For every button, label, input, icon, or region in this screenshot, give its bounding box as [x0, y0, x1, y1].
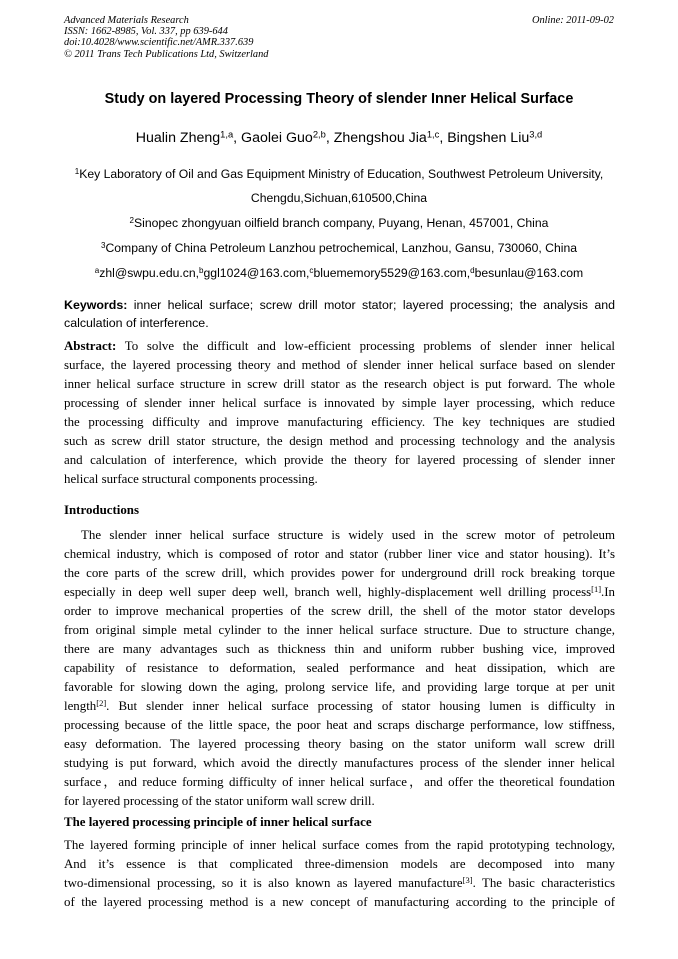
issn-line: ISSN: 1662-8985, Vol. 337, pp 639-644 [64, 26, 228, 38]
abstract-line: the processing difficulty and improve manufacturing efficiency. The key techniques are studied [64, 415, 615, 429]
abstract-line: and calculation of interference, which provide the theory for layered processing of slender inner [64, 453, 615, 467]
body-line: for layered processing of the stator uniform wall screw drill. [64, 794, 375, 808]
email-line [40, 265, 638, 281]
introductions-body [64, 526, 615, 811]
affiliation-2 [40, 215, 638, 231]
doi-line: doi:10.4028/www.scientific.net/AMR.337.639 [64, 37, 254, 49]
online-date-text: Online: 2011-09-02 [531, 15, 614, 26]
email-sup: a [94, 265, 100, 275]
abstract-line: surface, the layered processing theory and method of slender inner helical surface based on slender [64, 358, 615, 372]
body-line: capability of resistance to deformation, sealed performance and heat dissipation, which are [64, 661, 615, 675]
body-line: surface，and reduce forming difficulty of inner helical surface，and offer the theoretical foundation [64, 775, 615, 789]
body-line: chemical industry, which is composed of rotor and stator (rubber liner vice and stator housing). It’s [64, 547, 615, 561]
affiliation-sup: 2 [129, 215, 135, 225]
copyright-line: © 2011 Trans Tech Publications Ltd, Switzerland [64, 48, 269, 60]
author-name: Gaolei Guo [241, 130, 313, 146]
author-name: Hualin Zheng [135, 130, 221, 146]
paper-title: Study on layered Processing Theory of slender Inner Helical Surface [104, 91, 574, 107]
citation-ref[interactable]: [3] [462, 874, 473, 885]
body-text: two-dimensional processing, so it is also known as layered manufacture [64, 876, 463, 890]
keywords-line: calculation of interference. [64, 316, 209, 330]
citation-ref[interactable]: [2] [96, 697, 107, 708]
author-sup: 2,b [312, 129, 326, 140]
abstract-section [64, 337, 615, 489]
abstract-line [64, 337, 615, 356]
email-address[interactable]: bluememory5529@163.com, [313, 266, 471, 280]
body-line: The layered forming principle of inner helical surface comes from the rapid prototyping technology, [64, 838, 615, 852]
keywords-text: inner helical surface; screw drill motor stator; layered processing; the analysis and [127, 298, 615, 312]
body-line: easy deformation. The layered processing theory basing on the stator uniform wall screw drill [64, 737, 615, 751]
affiliation-1-cont [40, 190, 638, 206]
author-sup: 1,c [426, 129, 440, 140]
body-line: order to improve mechanical properties of the screw drill, the shell of the motor stator develops [64, 604, 615, 618]
author-sup: 3,d [529, 129, 543, 140]
body-line: there are many advantages such as thickness thin and uniform rubber bushing vice, improved [64, 642, 615, 656]
body-line: the core parts of the screw drill, which provides power for underground drill rock breaking torque [64, 566, 615, 580]
abstract-text: To solve the difficult and low-efficient processing problems of slender inner helical [116, 339, 615, 353]
body-line [64, 697, 615, 716]
keywords-label: Keywords: [64, 298, 128, 312]
author-separator: , [439, 130, 448, 146]
body-text: especially in deep well super deep well, branch well, highly-displacement well drilling process [64, 585, 592, 599]
affiliation-text: Key Laboratory of Oil and Gas Equipment Ministry of Education, Southwest Petroleum University, [79, 167, 604, 181]
abstract-label: Abstract: [64, 339, 117, 353]
body-line: And it’s essence is that complicated three-dimension models are decomposed into many [64, 857, 615, 871]
journal-name: Advanced Materials Research [64, 15, 189, 26]
affiliation-sup: 1 [74, 166, 80, 176]
affiliation-1 [40, 166, 638, 182]
author-separator: , [325, 130, 334, 146]
body-text: . The basic characteristics [472, 876, 615, 890]
body-text: .In [601, 585, 615, 599]
affiliation-3 [40, 240, 638, 256]
body-line: from original simple metal cylinder to the inner helical surface structure. Due to structure change, [64, 623, 615, 637]
abstract-line: processing of slender inner helical surface is innovated by simple layer processing, which reduce [64, 396, 615, 410]
author-name: Zhengshou Jia [333, 130, 427, 146]
author-separator: , [233, 130, 242, 146]
abstract-line: helical surface structural components processing. [64, 472, 318, 486]
abstract-line: inner helical surface structure in screw drill stator as the research object is put forward. The whole [64, 377, 615, 391]
body-line: favorable for slowing down the aging, prolong service life, and providing large torque at per unit [64, 680, 615, 694]
citation-ref[interactable]: [1] [591, 583, 602, 594]
abstract-line: such as screw drill stator structure, the design method and processing technology and the analysis [64, 434, 615, 448]
body-line [64, 874, 615, 893]
body-text: . But slender inner helical surface processing of stator housing lumen is difficulty in [106, 699, 615, 713]
body-text: length [64, 699, 97, 713]
affiliation-text: Sinopec zhongyuan oilfield branch company, Puyang, Henan, 457001, China [134, 216, 549, 230]
email-address[interactable]: ggl1024@163.com, [203, 266, 310, 280]
body-line [64, 583, 615, 602]
affiliation-text: Chengdu,Sichuan,610500,China [250, 191, 428, 205]
email-sup: d [470, 265, 475, 275]
email-address[interactable]: zhl@swpu.edu.cn, [99, 266, 200, 280]
body-line: The slender inner helical surface structure is widely used in the screw motor of petroleum [81, 528, 615, 542]
principle-body [64, 836, 615, 912]
body-line: processing because of the little space, the poor heat and scraps discharge performance, low stiffness, [64, 718, 615, 732]
body-line: of the layered processing method is a new concept of manufacturing according to the principle of [64, 895, 615, 909]
affiliation-text: Company of China Petroleum Lanzhou petrochemical, Lanzhou, Gansu, 730060, China [105, 241, 578, 255]
keywords-section [64, 296, 615, 332]
principle-heading: The layered processing principle of inner helical surface [64, 815, 372, 829]
author-list [30, 129, 648, 147]
keywords-line [64, 296, 615, 314]
body-line: studying is put forward, which avoid the directly manufactures process of the slender inner helical [64, 756, 615, 770]
author-sup: 1,a [220, 129, 234, 140]
online-date [532, 15, 614, 26]
email-address[interactable]: besunlau@163.com [474, 266, 584, 280]
email-sup: b [199, 265, 204, 275]
affiliation-sup: 3 [100, 240, 106, 250]
journal-header [64, 15, 268, 60]
email-sup: c [309, 265, 314, 275]
introductions-heading: Introductions [64, 503, 139, 517]
author-name: Bingshen Liu [447, 130, 530, 146]
